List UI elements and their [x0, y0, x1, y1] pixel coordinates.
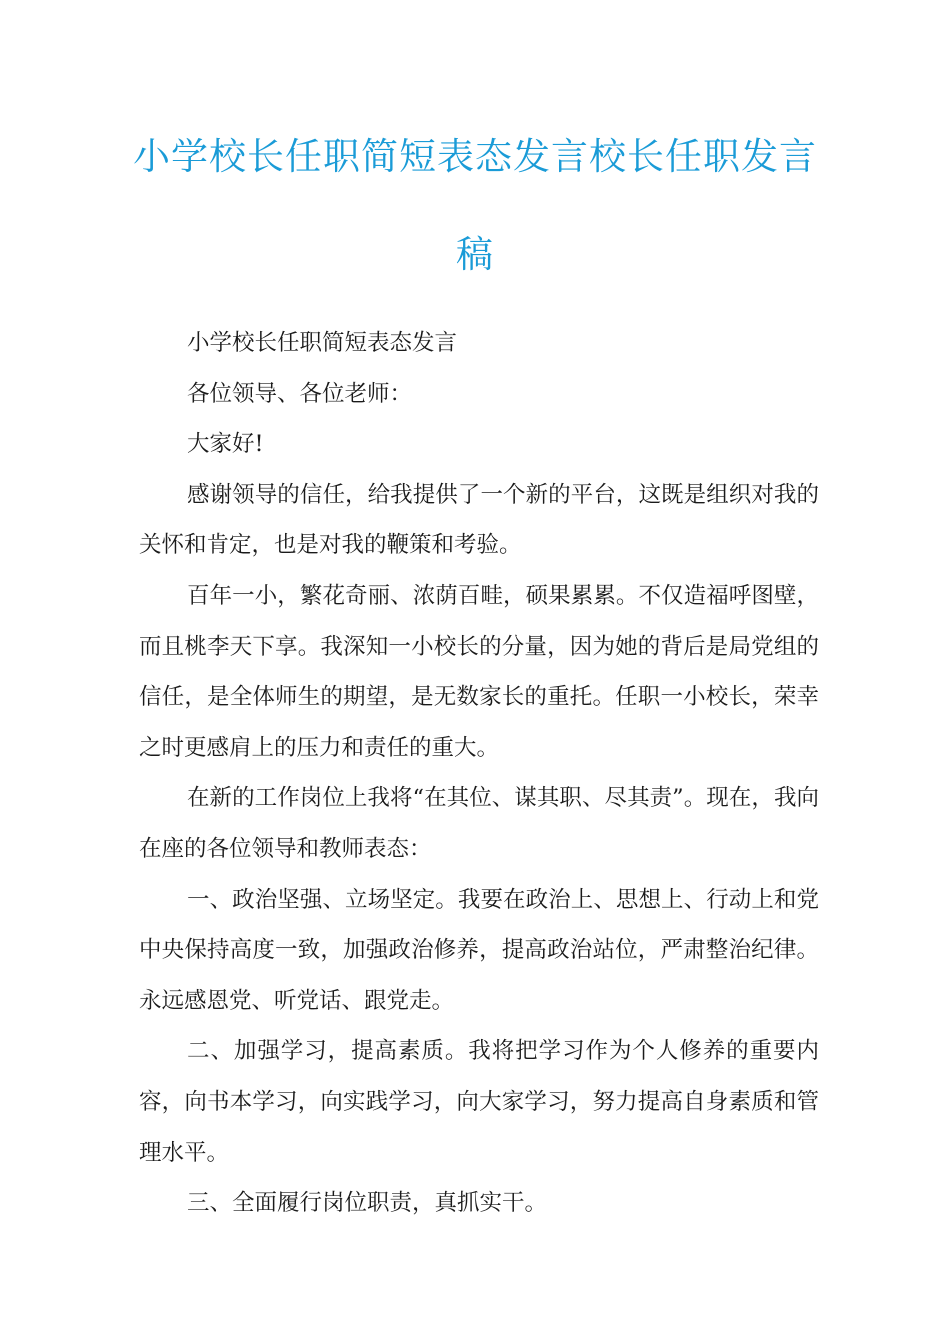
document-title: 小学校长任职简短表态发言校长任职发言稿	[133, 135, 817, 276]
paragraph-heading: 小学校长任职简短表态发言	[187, 330, 458, 356]
paragraph-greeting: 大家好!	[187, 431, 264, 458]
paragraph-school: 百年一小，繁花奇丽、浓荫百畦，硕果累累。不仅造福呼图壁，而且桃李天下享。我深知一小校长的分量，因为她的背后是局党组的信任，是全体师生的期望，是无数家长的重托。任职一小校长，荣幸之时更感肩上的压力和责任的重大。	[139, 582, 819, 761]
paragraph-pledge-3: 三、全面履行岗位职责，真抓实干。	[187, 1190, 548, 1217]
paragraph-pledge-intro: 在新的工作岗位上我将“在其位、谋其职、尽其责”。现在，我向在座的各位领导和教师表态：	[139, 785, 819, 862]
paragraph-pledge-1: 一、政治坚强、立场坚定。我要在政治上、思想上、行动上和党中央保持高度一致，加强政治修养，提高政治站位，严肃整治纪律。永远感恩党、听党话、跟党走。	[139, 886, 819, 1014]
paragraph-salutation: 各位领导、各位老师：	[187, 380, 413, 407]
paragraph-pledge-2: 二、加强学习，提高素质。我将把学习作为个人修养的重要内容，向书本学习，向实践学习，向大家学习，努力提高自身素质和管理水平。	[139, 1038, 819, 1166]
paragraph-thanks: 感谢领导的信任，给我提供了一个新的平台，这既是组织对我的关怀和肯定，也是对我的鞭策和考验。	[139, 481, 819, 559]
document-body	[139, 318, 819, 1229]
